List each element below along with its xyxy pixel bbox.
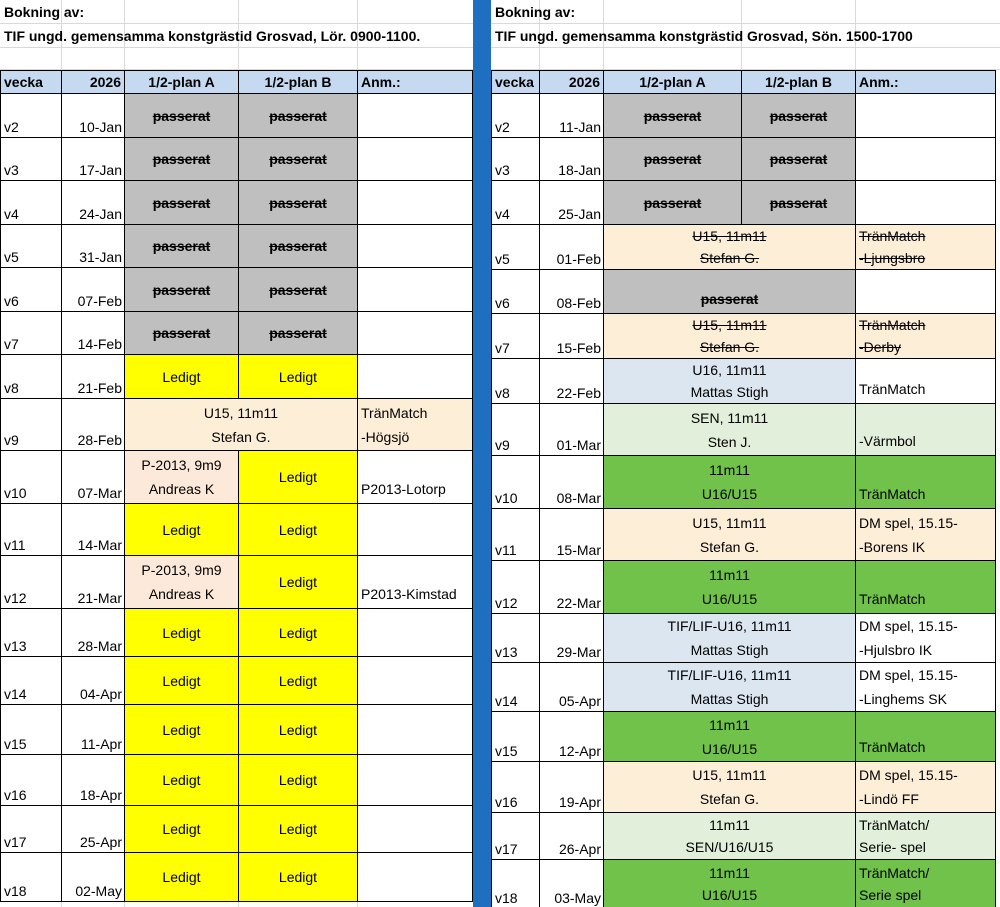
table-row: [492, 404, 996, 456]
date-cell[interactable]: 08-Mar: [540, 456, 604, 509]
week-cell[interactable]: v13: [1, 609, 62, 657]
note-cell[interactable]: [358, 138, 473, 181]
date-cell[interactable]: 28-Mar: [62, 609, 125, 657]
week-cell[interactable]: v8: [1, 355, 62, 399]
plan-b-cell[interactable]: passerat: [239, 225, 358, 268]
team-label: U15, 11m11: [203, 404, 279, 421]
table-row: [1, 225, 473, 268]
note-line: DM spel, 15.15-: [859, 618, 958, 634]
plan-a-cell[interactable]: passerat: [125, 312, 239, 355]
note-cell[interactable]: TränMatch: [856, 456, 996, 509]
table-row: [492, 860, 996, 907]
sheet-divider: [473, 0, 491, 907]
date-cell[interactable]: 19-Apr: [540, 762, 604, 813]
header-year[interactable]: 2026: [62, 71, 125, 94]
merged-plan-cell[interactable]: [604, 762, 856, 813]
header-row: [1, 71, 473, 94]
note-cell[interactable]: [856, 663, 996, 712]
booking-label: Bokning av:: [4, 4, 85, 20]
week-cell[interactable]: v7: [1, 312, 62, 355]
note-cell[interactable]: [856, 225, 996, 270]
date-cell[interactable]: 07-Mar: [62, 451, 125, 504]
note-line: TränMatch: [859, 228, 926, 244]
plan-b-cell[interactable]: Ledigt: [239, 806, 358, 853]
table-row: [492, 561, 996, 614]
plan-a-cell[interactable]: passerat: [125, 181, 239, 225]
date-cell[interactable]: 15-Feb: [540, 314, 604, 359]
note-line: Serie spel: [859, 887, 922, 903]
note-cell[interactable]: [358, 705, 473, 755]
table-row: [492, 663, 996, 712]
table-row: [1, 312, 473, 355]
date-cell[interactable]: 01-Feb: [540, 225, 604, 270]
note-cell[interactable]: [358, 755, 473, 806]
plan-b-cell[interactable]: passerat: [239, 181, 358, 225]
date-cell[interactable]: 21-Mar: [62, 556, 125, 609]
note-cell[interactable]: [358, 181, 473, 225]
plan-b-cell[interactable]: Ledigt: [239, 556, 358, 609]
leader-label: Stefan G.: [699, 538, 760, 555]
date-cell[interactable]: 21-Feb: [62, 355, 125, 399]
merged-plan-cell[interactable]: passerat: [604, 270, 856, 314]
week-cell[interactable]: v5: [1, 225, 62, 268]
table-row: [1, 268, 473, 312]
week-cell[interactable]: v9: [1, 399, 62, 451]
team-label: TIF/LIF-U16, 11m11: [667, 667, 792, 683]
header-plan-a[interactable]: 1/2-plan A: [604, 71, 742, 94]
leader-label: U16/U15: [701, 486, 758, 502]
note-line: -Lindö FF: [859, 791, 919, 807]
note-line: TränMatch: [361, 404, 428, 421]
date-cell[interactable]: 25-Jan: [540, 181, 604, 225]
date-cell[interactable]: 08-Feb: [540, 270, 604, 314]
merged-plan-cell[interactable]: [604, 813, 856, 860]
leader-label: U16/U15: [701, 740, 758, 757]
merged-plan-cell[interactable]: [604, 225, 856, 270]
week-cell[interactable]: v17: [492, 813, 540, 860]
table-row: [492, 270, 996, 314]
week-cell[interactable]: v8: [492, 359, 540, 404]
week-cell[interactable]: v2: [492, 94, 540, 138]
leader-label: Mattas Stigh: [690, 691, 769, 707]
note-cell[interactable]: [856, 138, 996, 181]
team-label: 11m11: [709, 865, 750, 881]
date-cell[interactable]: 05-Apr: [540, 663, 604, 712]
team-label: U15, 11m11: [692, 317, 767, 333]
plan-a-cell[interactable]: Ledigt: [125, 755, 239, 806]
table-row: [1, 399, 473, 451]
leader-label: Andreas K: [148, 481, 215, 497]
plan-a-cell[interactable]: [125, 556, 239, 609]
table-row: [492, 813, 996, 860]
date-cell[interactable]: 02-May: [62, 853, 125, 902]
table-row: [1, 657, 473, 705]
note-cell[interactable]: [358, 94, 473, 138]
booking-title: TIF ungd. gemensamma konstgrästid Grosvad, Lör. 0900-1100.: [4, 28, 421, 44]
merged-plan-cell[interactable]: [604, 663, 856, 712]
note-cell[interactable]: [358, 657, 473, 705]
week-cell[interactable]: v4: [1, 181, 62, 225]
note-cell[interactable]: [358, 504, 473, 556]
note-cell[interactable]: -Värmbol: [856, 404, 996, 456]
plan-b-cell[interactable]: passerat: [239, 94, 358, 138]
week-cell[interactable]: v18: [1, 853, 62, 902]
merged-plan-cell[interactable]: [604, 614, 856, 663]
plan-a-cell[interactable]: Ledigt: [125, 504, 239, 556]
plan-b-cell[interactable]: Ledigt: [239, 853, 358, 902]
table-row: [492, 762, 996, 813]
team-label: TIF/LIF-U16, 11m11: [667, 618, 792, 634]
note-line: Serie- spel: [859, 839, 926, 855]
week-cell[interactable]: v3: [492, 138, 540, 181]
plan-b-cell[interactable]: Ledigt: [239, 657, 358, 705]
header-note[interactable]: Anm.:: [856, 71, 996, 94]
plan-b-cell[interactable]: passerat: [742, 181, 856, 225]
note-cell[interactable]: [856, 860, 996, 907]
week-cell[interactable]: v10: [492, 456, 540, 509]
week-cell[interactable]: v9: [492, 404, 540, 456]
date-cell[interactable]: 11-Apr: [62, 705, 125, 755]
plan-a-cell[interactable]: Ledigt: [125, 705, 239, 755]
note-cell[interactable]: [358, 853, 473, 902]
week-cell[interactable]: v11: [1, 504, 62, 556]
note-line: DM spel, 15.15-: [859, 667, 958, 683]
leader-label: U16/U15: [701, 887, 758, 903]
plan-a-cell[interactable]: passerat: [604, 181, 742, 225]
week-cell[interactable]: v16: [1, 755, 62, 806]
week-cell[interactable]: v6: [492, 270, 540, 314]
note-cell[interactable]: [358, 312, 473, 355]
header-week[interactable]: vecka: [1, 71, 62, 94]
note-cell[interactable]: [856, 181, 996, 225]
header-plan-b[interactable]: 1/2-plan B: [239, 71, 358, 94]
merged-plan-cell[interactable]: [604, 509, 856, 561]
date-cell[interactable]: 07-Feb: [62, 268, 125, 312]
leader-label: Stefan G.: [699, 250, 760, 266]
leader-label: Mattas Stigh: [690, 642, 769, 658]
table-row: [492, 456, 996, 509]
note-cell[interactable]: [856, 614, 996, 663]
note-line: -Linghems SK: [859, 691, 947, 707]
plan-b-cell[interactable]: passerat: [742, 94, 856, 138]
week-cell[interactable]: v4: [492, 181, 540, 225]
header-plan-a[interactable]: 1/2-plan A: [125, 71, 239, 94]
merged-plan-cell[interactable]: [604, 456, 856, 509]
plan-b-cell[interactable]: passerat: [239, 268, 358, 312]
right-sheet: [491, 0, 1000, 907]
table-row: [1, 705, 473, 755]
date-cell[interactable]: 14-Feb: [62, 312, 125, 355]
plan-a-cell[interactable]: Ledigt: [125, 853, 239, 902]
week-cell[interactable]: v5: [492, 225, 540, 270]
note-cell[interactable]: [358, 355, 473, 399]
note-cell[interactable]: [856, 509, 996, 561]
note-cell[interactable]: [856, 314, 996, 359]
week-cell[interactable]: v13: [492, 614, 540, 663]
plan-a-cell[interactable]: Ledigt: [125, 355, 239, 399]
table-row: [1, 609, 473, 657]
week-cell[interactable]: v15: [1, 705, 62, 755]
table-row: [1, 451, 473, 504]
note-line: -Högsjö: [361, 428, 410, 445]
merged-plan-cell[interactable]: [604, 314, 856, 359]
plan-b-cell[interactable]: Ledigt: [239, 355, 358, 399]
note-line: -Ljungsbro: [859, 250, 926, 266]
booking-label: Bokning av:: [495, 4, 576, 20]
note-cell[interactable]: [358, 399, 473, 451]
date-cell[interactable]: 25-Apr: [62, 806, 125, 853]
leader-label: Stefan G.: [699, 339, 760, 355]
table-row: [492, 138, 996, 181]
table-row: [1, 181, 473, 225]
table-row: [1, 355, 473, 399]
note-cell[interactable]: [856, 813, 996, 860]
note-cell[interactable]: [358, 806, 473, 853]
week-cell[interactable]: v14: [1, 657, 62, 705]
header-week[interactable]: vecka: [492, 71, 540, 94]
note-cell[interactable]: P2013-Lotorp: [358, 451, 473, 504]
date-cell[interactable]: 28-Feb: [62, 399, 125, 451]
team-label: 11m11: [709, 817, 750, 833]
leader-label: U16/U15: [701, 591, 758, 607]
team-label: U15, 11m11: [692, 514, 767, 531]
table-row: [492, 359, 996, 404]
table-row: [1, 504, 473, 556]
week-cell[interactable]: v17: [1, 806, 62, 853]
note-cell[interactable]: TränMatch: [856, 561, 996, 614]
note-cell[interactable]: [358, 225, 473, 268]
week-cell[interactable]: v6: [1, 268, 62, 312]
date-cell[interactable]: 17-Jan: [62, 138, 125, 181]
plan-a-cell[interactable]: passerat: [604, 94, 742, 138]
date-cell[interactable]: 22-Feb: [540, 359, 604, 404]
plan-a-cell[interactable]: [125, 451, 239, 504]
team-label: SEN, 11m11: [690, 409, 769, 426]
plan-a-cell[interactable]: Ledigt: [125, 657, 239, 705]
note-line: -Borens IK: [859, 538, 926, 555]
note-cell[interactable]: [358, 609, 473, 657]
leader-label: Stefan G.: [699, 791, 760, 807]
note-line: TränMatch: [859, 317, 926, 333]
team-label: P-2013, 9m9: [141, 562, 222, 578]
leader-label: SEN/U16/U15: [685, 839, 774, 855]
left-sheet: [0, 0, 473, 907]
week-cell[interactable]: v15: [492, 712, 540, 762]
week-cell[interactable]: v12: [1, 556, 62, 609]
merged-plan-cell[interactable]: [604, 561, 856, 614]
plan-b-cell[interactable]: Ledigt: [239, 609, 358, 657]
merged-plan-cell[interactable]: [125, 399, 358, 451]
booking-table-saturday: [0, 70, 473, 902]
note-cell[interactable]: P2013-Kimstad: [358, 556, 473, 609]
plan-b-cell[interactable]: passerat: [742, 138, 856, 181]
week-cell[interactable]: v16: [492, 762, 540, 813]
plan-a-cell[interactable]: Ledigt: [125, 609, 239, 657]
team-label: U16, 11m11: [692, 362, 767, 378]
week-cell[interactable]: v12: [492, 561, 540, 614]
team-label: P-2013, 9m9: [141, 457, 222, 473]
note-line: -Derby: [859, 339, 902, 355]
date-cell[interactable]: 11-Jan: [540, 94, 604, 138]
date-cell[interactable]: 14-Mar: [62, 504, 125, 556]
plan-a-cell[interactable]: passerat: [125, 268, 239, 312]
plan-a-cell[interactable]: passerat: [125, 225, 239, 268]
note-line: TränMatch/: [859, 865, 930, 881]
week-cell[interactable]: v7: [492, 314, 540, 359]
week-cell[interactable]: v18: [492, 860, 540, 907]
header-row: [492, 71, 996, 94]
team-label: U15, 11m11: [692, 228, 767, 244]
table-row: [492, 94, 996, 138]
table-row: [1, 853, 473, 902]
week-cell[interactable]: v10: [1, 451, 62, 504]
leader-label: Mattas Stigh: [690, 384, 769, 400]
note-line: TränMatch/: [859, 817, 930, 833]
note-line: -Hjulsbro IK: [859, 642, 933, 658]
date-cell[interactable]: 26-Apr: [540, 813, 604, 860]
table-row: [492, 314, 996, 359]
note-line: DM spel, 15.15-: [859, 514, 958, 531]
table-row: [1, 138, 473, 181]
note-cell[interactable]: [358, 268, 473, 312]
date-cell[interactable]: 22-Mar: [540, 561, 604, 614]
table-row: [1, 94, 473, 138]
leader-label: Andreas K: [148, 586, 215, 602]
note-cell[interactable]: TränMatch: [856, 712, 996, 762]
date-cell[interactable]: 04-Apr: [62, 657, 125, 705]
date-cell[interactable]: 15-Mar: [540, 509, 604, 561]
table-row: [1, 755, 473, 806]
date-cell[interactable]: 18-Apr: [62, 755, 125, 806]
plan-b-cell[interactable]: Ledigt: [239, 705, 358, 755]
table-row: [492, 509, 996, 561]
date-cell[interactable]: 01-Mar: [540, 404, 604, 456]
note-cell[interactable]: [856, 94, 996, 138]
date-cell[interactable]: 29-Mar: [540, 614, 604, 663]
team-label: 11m11: [709, 716, 750, 733]
table-row: [492, 614, 996, 663]
date-cell[interactable]: 10-Jan: [62, 94, 125, 138]
plan-a-cell[interactable]: passerat: [125, 94, 239, 138]
team-label: U15, 11m11: [692, 767, 767, 783]
plan-b-cell[interactable]: Ledigt: [239, 755, 358, 806]
plan-b-cell[interactable]: passerat: [239, 138, 358, 181]
plan-b-cell[interactable]: Ledigt: [239, 451, 358, 504]
table-row: [492, 712, 996, 762]
table-row: [1, 806, 473, 853]
date-cell[interactable]: 24-Jan: [62, 181, 125, 225]
note-line: DM spel, 15.15-: [859, 767, 958, 783]
date-cell[interactable]: 03-May: [540, 860, 604, 907]
merged-plan-cell[interactable]: [604, 359, 856, 404]
plan-b-cell[interactable]: passerat: [239, 312, 358, 355]
week-cell[interactable]: v2: [1, 94, 62, 138]
week-cell[interactable]: v3: [1, 138, 62, 181]
week-cell[interactable]: v14: [492, 663, 540, 712]
date-cell[interactable]: 12-Apr: [540, 712, 604, 762]
date-cell[interactable]: 18-Jan: [540, 138, 604, 181]
note-cell[interactable]: TränMatch: [856, 359, 996, 404]
plan-a-cell[interactable]: passerat: [604, 138, 742, 181]
week-cell[interactable]: v11: [492, 509, 540, 561]
merged-plan-cell[interactable]: [604, 712, 856, 762]
booking-table-sunday: [491, 70, 996, 907]
plan-a-cell[interactable]: passerat: [125, 138, 239, 181]
header-plan-b[interactable]: 1/2-plan B: [742, 71, 856, 94]
leader-label: Sten J.: [707, 433, 752, 450]
table-row: [1, 556, 473, 609]
booking-title: TIF ungd. gemensamma konstgrästid Grosvad, Sön. 1500-1700: [495, 28, 913, 44]
leader-label: Stefan G.: [211, 428, 271, 445]
table-row: [492, 181, 996, 225]
plan-a-cell[interactable]: Ledigt: [125, 806, 239, 853]
merged-plan-cell[interactable]: [604, 404, 856, 456]
note-cell[interactable]: [856, 762, 996, 813]
note-cell[interactable]: [856, 270, 996, 314]
plan-b-cell[interactable]: Ledigt: [239, 504, 358, 556]
team-label: 11m11: [709, 567, 750, 583]
header-note[interactable]: Anm.:: [358, 71, 473, 94]
team-label: 11m11: [709, 462, 750, 478]
header-year[interactable]: 2026: [540, 71, 604, 94]
merged-plan-cell[interactable]: [604, 860, 856, 907]
date-cell[interactable]: 31-Jan: [62, 225, 125, 268]
table-row: [492, 225, 996, 270]
